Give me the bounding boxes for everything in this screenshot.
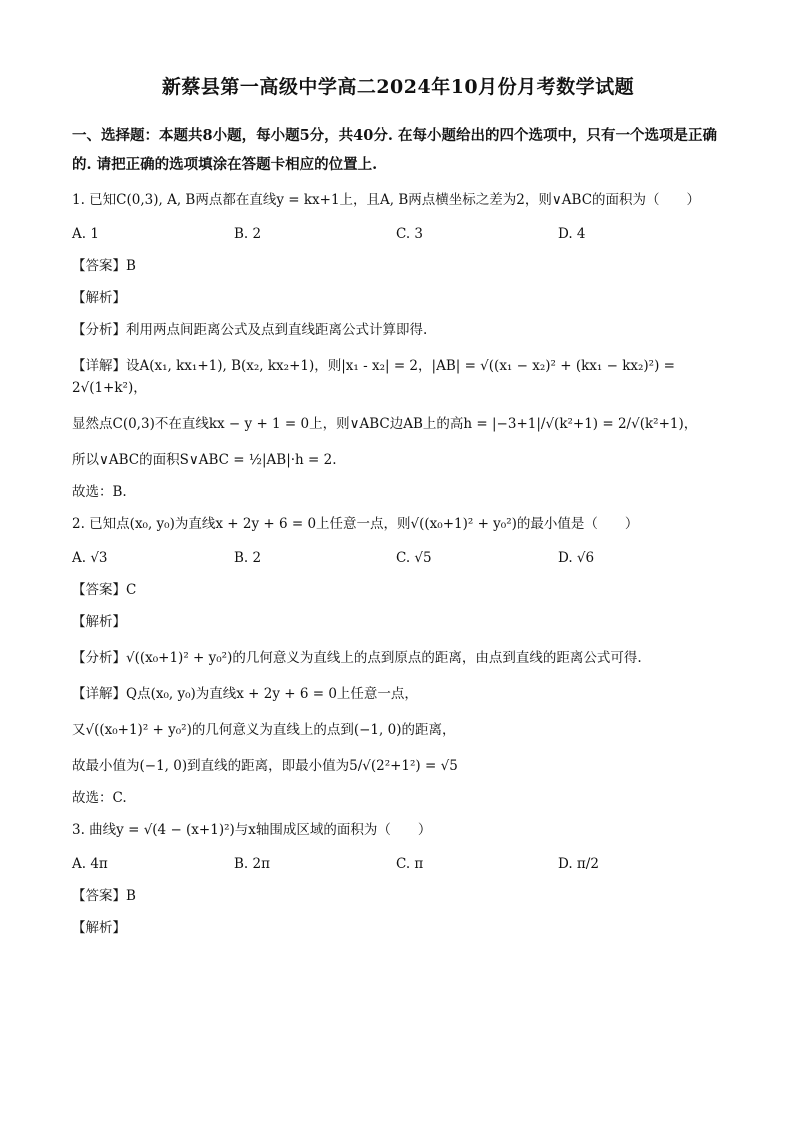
page-title: 新蔡县第一高级中学高二2024年10月份月考数学试题 <box>161 76 635 98</box>
option-c: C. π <box>396 856 424 872</box>
analysis-label: 【解析】 <box>72 614 126 630</box>
answer-label: 【答案】B <box>72 258 136 274</box>
question-stem: 2. 已知点(x₀, y₀)为直线x + 2y + 6 = 0上任意一点，则√((x₀+1)² + y₀²)的最小值是（ ） <box>72 516 639 532</box>
option-list <box>72 547 724 569</box>
option-list <box>72 223 724 245</box>
analysis-label: 【解析】 <box>72 290 126 306</box>
option-b: B. 2 <box>234 226 262 242</box>
option-list <box>72 853 724 875</box>
detail-line-2: 又√((x₀+1)² + y₀²)的几何意义为直线上的点到(−1, 0)的距离， <box>72 722 456 738</box>
question-2 <box>72 513 724 809</box>
option-c: C. √5 <box>396 550 432 566</box>
answer-label: 【答案】B <box>72 888 136 904</box>
question-1 <box>72 189 724 503</box>
detail-line-3: 故最小值为(−1, 0)到直线的距离，即最小值为5/√(2²+1²) = √5 <box>72 758 458 774</box>
option-c: C. 3 <box>396 226 424 242</box>
detail-line-1: 【详解】设A(x₁, kx₁+1), B(x₂, kx₂+1)，则|x₁ - x₂| = 2，|AB| = √((x₁ − x₂)² + (kx₁ − kx₂)²) = 2√(1+k²)， <box>72 358 675 396</box>
option-b: B. 2 <box>234 550 262 566</box>
question-stem: 3. 曲线y = √(4 − (x+1)²)与x轴围成区域的面积为（ ） <box>72 822 432 838</box>
answer-label: 【答案】C <box>72 582 137 598</box>
option-d: D. √6 <box>558 550 595 566</box>
detail-line-1: 【详解】Q点(x₀, y₀)为直线x + 2y + 6 = 0上任意一点， <box>72 686 418 702</box>
detail-line-2: 显然点C(0,3)不在直线kx − y + 1 = 0上，则∨ABC边AB上的高h = |−3+1|/√(k²+1) = 2/√(k²+1)， <box>72 416 698 432</box>
question-stem: 1. 已知C(0,3), A, B两点都在直线y = kx+1上，且A, B两点横坐标之差为2，则∨ABC的面积为（ ） <box>72 192 701 208</box>
option-a: A. 4π <box>72 856 108 872</box>
option-a: A. √3 <box>72 550 108 566</box>
option-b: B. 2π <box>234 856 270 872</box>
analysis-label: 【解析】 <box>72 920 126 936</box>
option-d: D. 4 <box>558 226 586 242</box>
fenxi-text: 【分析】利用两点间距离公式及点到直线距离公式计算即得. <box>72 322 428 338</box>
option-a: A. 1 <box>72 226 99 242</box>
option-d: D. π/2 <box>558 856 599 872</box>
question-3 <box>72 819 724 939</box>
detail-line-3: 所以∨ABC的面积S∨ABC = ½|AB|·h = 2. <box>72 452 337 468</box>
section-instructions: 一、选择题：本题共8小题，每小题5分，共40分. 在每小题给出的四个选项中，只有一个选项是正确的. 请把正确的选项填涂在答题卡相应的位置上. <box>72 127 717 173</box>
fenxi-text: 【分析】√((x₀+1)² + y₀²)的几何意义为直线上的点到原点的距离，由点到直线的距离公式可得. <box>72 650 642 666</box>
choose-text: 故选：B. <box>72 484 127 500</box>
choose-text: 故选：C. <box>72 790 127 806</box>
